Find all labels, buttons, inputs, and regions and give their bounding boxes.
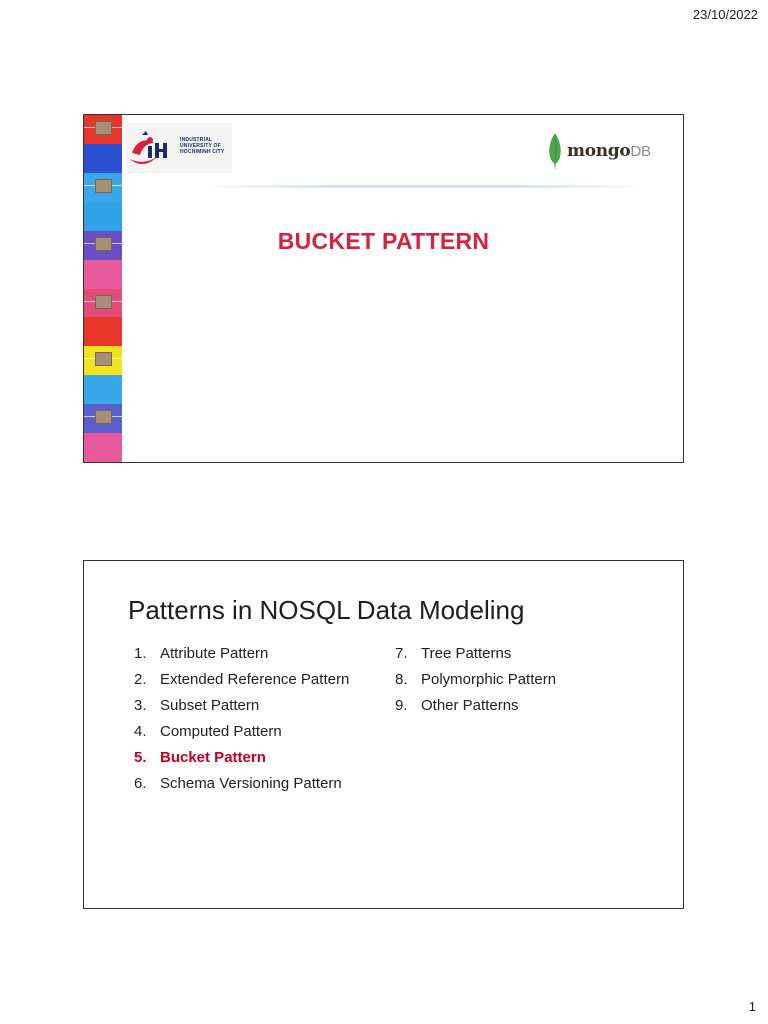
list-item-number: 3.: [134, 697, 147, 714]
strip-segment: [84, 173, 122, 202]
strip-chip: [95, 179, 112, 193]
list-item-number: 4.: [134, 723, 147, 740]
strip-segment: [84, 346, 122, 375]
list-item: [395, 697, 556, 723]
list-item-label: Computed Pattern: [160, 723, 282, 740]
list-item-number: 9.: [395, 697, 408, 714]
list-item: [134, 749, 349, 775]
slide-heading: Patterns in NOSQL Data Modeling: [128, 595, 525, 625]
list-item-label: Polymorphic Pattern: [421, 671, 557, 688]
mongodb-logo: [547, 131, 651, 171]
list-item: [134, 645, 349, 671]
page-number: 1: [748, 999, 756, 1014]
slide-bucket-pattern-title: [83, 114, 684, 463]
list-item-label: Attribute Pattern: [160, 645, 269, 662]
strip-segment: [84, 289, 122, 318]
list-item: [134, 671, 349, 697]
list-item: [134, 775, 349, 801]
list-item-number: 2.: [134, 671, 147, 688]
strip-segment: [84, 144, 122, 173]
list-item: [134, 697, 349, 723]
strip-chip: [95, 410, 112, 424]
mongodb-leaf-icon: [547, 133, 563, 169]
page-date: 23/10/2022: [692, 7, 758, 22]
strip-segment: [84, 260, 122, 289]
strip-segment: [84, 404, 122, 433]
mongodb-wordmark: [567, 141, 651, 161]
strip-chip: [95, 121, 112, 135]
university-logo: [126, 123, 232, 173]
university-logo-text: INDUSTRIAL UNIVERSITY OF HOCHIMINH CITY: [180, 137, 225, 155]
decorative-color-strip: [84, 115, 122, 462]
strip-chip: [95, 295, 112, 309]
list-item-number: 5.: [134, 749, 147, 766]
mongodb-suffix: DB: [630, 143, 651, 160]
list-item-label: Schema Versioning Pattern: [160, 775, 342, 792]
list-item-label: Bucket Pattern: [160, 749, 266, 766]
list-item-label: Tree Patterns: [421, 645, 512, 662]
strip-segment: [84, 375, 122, 404]
pattern-list-right: [395, 645, 556, 723]
list-item-number: 8.: [395, 671, 408, 688]
strip-segment: [84, 115, 122, 144]
list-item-label: Other Patterns: [421, 697, 519, 714]
header-divider: [204, 185, 644, 188]
pattern-list-left: [134, 645, 349, 801]
slide-title: BUCKET PATTERN: [277, 228, 490, 254]
list-item-number: 1.: [134, 645, 147, 662]
list-item: [395, 671, 556, 697]
list-item: [134, 723, 349, 749]
list-item-label: Subset Pattern: [160, 697, 260, 714]
strip-segment: [84, 202, 122, 231]
list-item-label: Extended Reference Pattern: [160, 671, 350, 688]
list-item-number: 7.: [395, 645, 408, 662]
mongodb-word: mongo: [567, 141, 631, 161]
strip-segment: [84, 317, 122, 346]
strip-chip: [95, 352, 112, 366]
list-item: [395, 645, 556, 671]
list-item-number: 6.: [134, 775, 147, 792]
strip-segment: [84, 433, 122, 462]
slide-patterns-overview: [83, 560, 684, 909]
